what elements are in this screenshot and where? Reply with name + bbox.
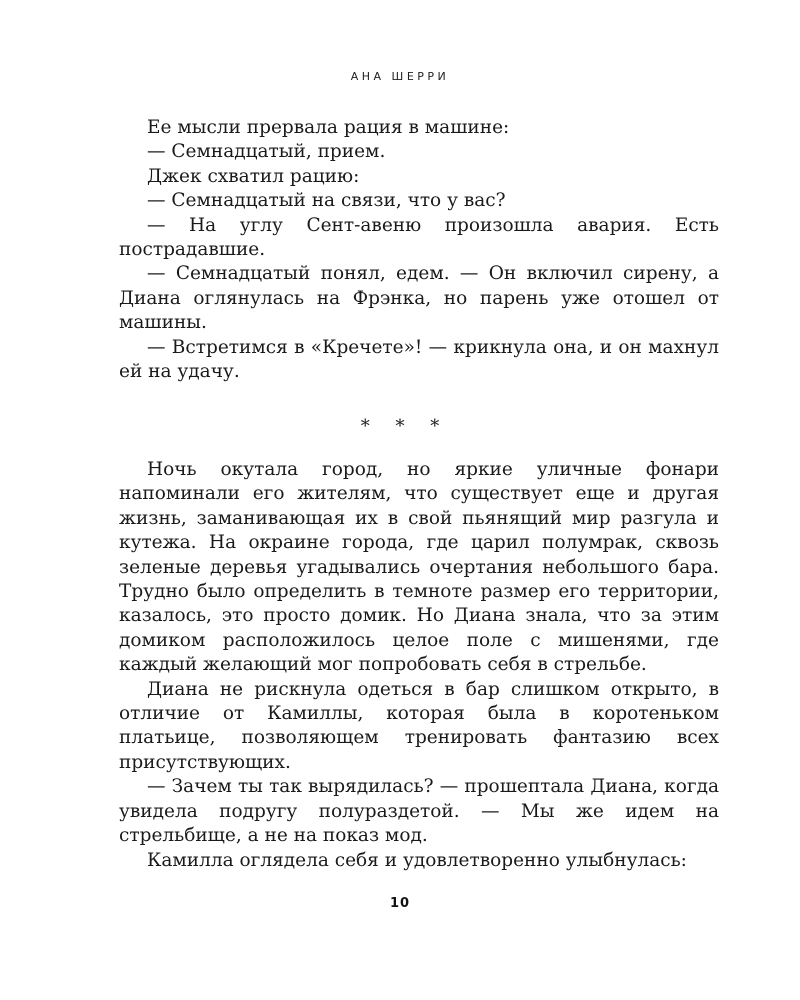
paragraph: — Семнадцатый на связи, что у вас? bbox=[147, 190, 506, 212]
running-head-author: АНА ШЕРРИ bbox=[350, 70, 450, 83]
paragraph: — Семнадцатый, прием. bbox=[147, 141, 386, 163]
paragraph: — Семнадцатый понял, едем. — Он включил сирену, а Диана оглянулась на Фрэнка, но парень уже отошел от машины. bbox=[119, 263, 719, 334]
paragraph: Джек схватил рацию: bbox=[147, 165, 360, 187]
section-separator: * * * bbox=[360, 416, 440, 437]
paragraph: — На углу Сент-авеню произошла авария. Есть пострадавшие. bbox=[119, 214, 719, 261]
paragraph: Ночь окутала город, но яркие уличные фонари напоминали его жителям, что существует еще и другая жизнь, заманивающая их в свой пьянящий мир разгула и кутежа. На окраине города, где царил полумрак, сквозь зеленые деревья угадывались очертания небольшого бара. Трудно было определить в темноте размер его территории, казалось, это просто домик. Но Диана знала, что за этим домиком расположилось целое поле с мишенями, где каждый желающий мог попробовать себя в стрельбе. bbox=[119, 459, 719, 676]
paragraph: Ее мысли прервала рация в машине: bbox=[147, 117, 510, 138]
paragraph: Камилла оглядела себя и удовлетворенно улыбнулась: bbox=[147, 849, 687, 871]
page-number: 10 bbox=[389, 896, 411, 911]
paragraph: — Встретимся в «Кречете»! — крикнула она, и он махнул ей на удачу. bbox=[119, 336, 719, 383]
paragraph: Диана не рискнула одеться в бар слишком открыто, в отличие от Камиллы, которая была в коротеньком платьице, позволяющем тренировать фантазию всех присутствующих. bbox=[119, 678, 719, 773]
text-section-2 bbox=[119, 458, 719, 873]
paragraph: — Зачем ты так вырядилась? — прошептала Диана, когда увидела подругу полураздетой. — Мы же идем на стрельбище, а не на показ мод. bbox=[119, 776, 719, 847]
text-section-1 bbox=[119, 116, 719, 384]
